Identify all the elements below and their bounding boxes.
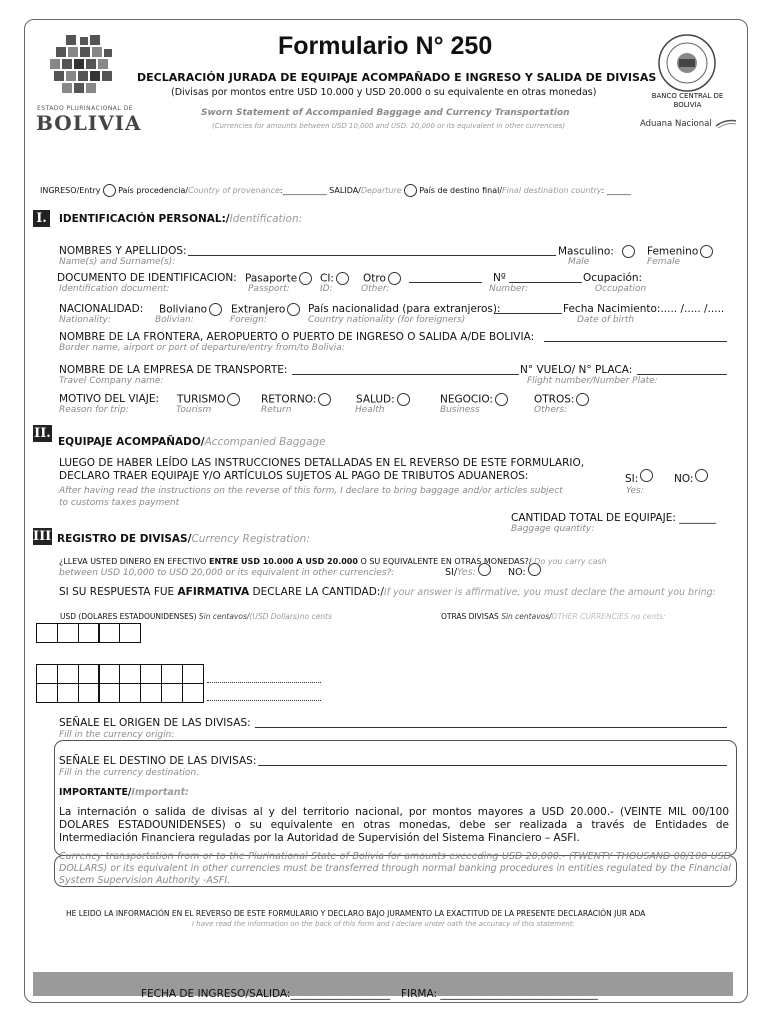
other-doc-radio[interactable] (388, 272, 401, 285)
foreign-option: Extranjero (231, 303, 300, 316)
nationality-label-en: Nationality: (59, 315, 111, 325)
customs-logo-text: Aduana Nacional (640, 119, 712, 129)
border-field[interactable] (544, 341, 727, 342)
baggage-quantity-label[interactable]: CANTIDAD TOTAL DE EQUIPAJE: _______ (511, 512, 716, 524)
male-radio[interactable] (622, 245, 635, 258)
country-origin-label: País procedencia/ (118, 186, 189, 195)
names-label: NOMBRES Y APELLIDOS: (59, 245, 187, 257)
return-option: RETORNO: (261, 393, 331, 406)
customs-swoosh-icon (715, 117, 737, 129)
flight-number-label-en: Flight number/Number Plate: (527, 376, 658, 386)
health-radio[interactable] (397, 393, 410, 406)
form-subtitle-note: (Divisas por montos entre USD 10.000 y USD 20.000 o su equivalente en otras monedas) (171, 87, 597, 98)
doc-number-label-en: Number: (489, 284, 529, 294)
border-label: NOMBRE DE LA FRONTERA, AEROPUERTO O PUERTO DE INGRESO O SALIDA A/DE BOLIVIA: (59, 331, 535, 343)
occupation-label-en: Occupation (595, 284, 647, 294)
tourism-label-en: Tourism (176, 405, 212, 415)
currency-destination-label-en: Fill in the currency destination. (59, 768, 199, 778)
flight-number-label: N° VUELO/ N° PLACA: (520, 364, 633, 376)
baggage-declaration-line2: DECLARO TRAER EQUIPAJE Y/O ARTÍCULOS SUJETOS AL PAGO DE TRIBUTOS ADUANEROS: (59, 470, 529, 482)
names-label-en: Name(s) and Surname(s): (59, 257, 176, 267)
baggage-declaration-line1: LUEGO DE HABER LEÍDO LAS INSTRUCCIONES DETALLADAS EN EL REVERSO DE ESTE FORMULARIO, (59, 457, 585, 469)
passport-radio[interactable] (299, 272, 312, 285)
baggage-yes-label-en: Yes: (626, 486, 644, 496)
section-3-number: III. (33, 529, 56, 544)
other-doc-label-en: Other: (361, 284, 390, 294)
other-currency-name-field-1[interactable] (207, 682, 321, 683)
birth-date-label-en: Date of birth (577, 315, 635, 325)
english-title: Sworn Statement of Accompanied Baggage and Currency Transportation (201, 108, 570, 118)
bolivian-label-en: Bolivian: (155, 315, 194, 325)
foreign-radio[interactable] (287, 303, 300, 316)
male-option: Masculino: (558, 245, 635, 258)
female-radio[interactable] (700, 245, 713, 258)
oath-declaration-en: I have read the information on the back of this form and I declare under oath the accuracy of this statement: (192, 920, 575, 928)
page-title: Formulario N° 250 (278, 32, 493, 60)
passport-option: Pasaporte (245, 272, 312, 285)
cash-question: ¿LLEVA USTED DINERO EN EFECTIVO ENTRE USD 10.000 A USD 20.000 O SU EQUIVALENTE EN OTRAS MONEDAS?/ Do you carry cash (59, 557, 607, 566)
form-subtitle: DECLARACIÓN JURADA DE EQUIPAJE ACOMPAÑADO E INGRESO Y SALIDA DE DIVISAS (137, 71, 657, 84)
male-label-en: Male (568, 257, 590, 267)
cash-yes-option: SI/Yes: (445, 567, 491, 578)
section-2-number: II. (34, 426, 51, 441)
important-text: La internación o salida de divisas al y del territorio nacional, por montos mayores a USD 20.000.- (VEINTE MIL 00/100 DOLARES ESTADOUNIDENSES) o su equivalente en otras monedas, debe ser realizada a través de Entidades de Intermediación Financiera reguladas por la Autoridad de Supervisión del Sistema Financiero – ASFI. (59, 806, 729, 844)
currency-destination-label: SEÑALE EL DESTINO DE LAS DIVISAS: (59, 755, 257, 767)
ci-option: CI: (320, 272, 349, 285)
id-document-label-en: Identification document: (59, 284, 170, 294)
bolivian-option: Boliviano (159, 303, 222, 316)
entry-radio[interactable] (103, 184, 116, 197)
departure-label-en: Departure (360, 186, 402, 195)
cash-no-option: NO: (508, 567, 541, 578)
doc-number-label: Nº (493, 272, 506, 284)
baggage-quantity-label-en: Baggage quantity: (511, 524, 595, 534)
currency-origin-label: SEÑALE EL ORIGEN DE LAS DIVISAS: (59, 717, 251, 729)
female-label-en: Female (647, 257, 681, 267)
return-label-en: Return (261, 405, 292, 415)
business-option: NEGOCIO: (440, 393, 508, 406)
central-bank-seal-icon (657, 33, 717, 93)
destination-label-en: Final destination country (502, 186, 602, 195)
baggage-no-radio[interactable] (695, 469, 708, 482)
ci-radio[interactable] (336, 272, 349, 285)
transport-company-label: NOMBRE DE LA EMPRESA DE TRANSPORTE: (59, 364, 288, 376)
baggage-yes-radio[interactable] (640, 469, 653, 482)
entry-line: INGRESO/Entry País procedencia/Country of provenance:___________ SALIDA/Departure País de destino final/Final destination country: ______ (40, 186, 631, 195)
transport-company-label-en: Travel Company name: (59, 376, 164, 386)
central-bank-label: BANCO CENTRAL DE BOLIVIA (651, 92, 724, 109)
usd-amount-label: USD (DOLARES ESTADOUNIDENSES) Sin centavos/(USD Dollars)no cents (60, 612, 332, 621)
cash-yes-radio[interactable] (478, 563, 491, 576)
english-note: (Currencies for amounts between USD 10,000 and USD. 20,000 or its equivalent in other currencies) (212, 122, 566, 130)
affirmative-amount-label: SI SU RESPUESTA FUE AFIRMATIVA DECLARE LA CANTIDAD:/If your answer is affirmative, you must declare the amount you bring: (59, 586, 716, 598)
section-1-number: I. (33, 210, 50, 227)
names-field[interactable] (188, 255, 556, 256)
currency-origin-label-en: Fill in the currency origin: (59, 730, 175, 740)
other-currency-cells-row1[interactable] (36, 664, 203, 684)
passport-label-en: Passport: (248, 284, 290, 294)
departure-radio[interactable] (404, 184, 417, 197)
baggage-no-option: NO: (674, 473, 708, 485)
bolivia-logo-text: BOLIVIA (36, 111, 142, 135)
baggage-declaration-en-line2: to customs taxes payment (59, 498, 180, 508)
bolivia-emblem-icon (44, 33, 118, 101)
id-document-label: DOCUMENTO DE IDENTIFICACION: (57, 272, 237, 284)
return-radio[interactable] (318, 393, 331, 406)
usd-amount-cells[interactable] (36, 623, 140, 643)
country-origin-label-en: Country of provenance (188, 186, 280, 195)
birth-date-label[interactable]: Fecha Nacimiento:..... /..... /..... (563, 303, 725, 315)
other-doc-option: Otro (363, 272, 401, 285)
others-option: OTROS: (534, 393, 589, 406)
currency-origin-field[interactable] (255, 727, 727, 728)
section-3-title: REGISTRO DE DIVISAS/Currency Registration: (57, 533, 310, 545)
cash-no-radio[interactable] (528, 563, 541, 576)
important-heading: IMPORTANTE/Important: (59, 787, 189, 798)
nationality-label: NACIONALIDAD: (59, 303, 144, 315)
female-option: Femenino (647, 245, 713, 258)
business-label-en: Business (440, 405, 480, 415)
destination-label: País de destino final/ (419, 186, 503, 195)
transport-company-field[interactable] (292, 374, 519, 375)
trip-reason-label: MOTIVO DEL VIAJE: (59, 393, 160, 405)
important-text-en: Currency transportation from or to the Plurinational State of Bolivia for amounts exceeding USD 20,000.- (TWENTY THOUSAND 00/100 USD DOLLARS) or its equivalent in other currencies must be transferred through normal banking procedures in entities regulated by the Financial System Supervision Authority -ASFI. (59, 851, 731, 886)
section-1-title: IDENTIFICACIÓN PERSONAL:/Identification: (59, 213, 303, 225)
entry-exit-date-field[interactable]: FECHA DE INGRESO/SALIDA:___________________ (141, 988, 391, 1000)
baggage-yes-option: SI: (625, 473, 653, 485)
currency-destination-field[interactable] (258, 765, 727, 766)
departure-label: SALIDA/ (329, 186, 361, 195)
oath-declaration: HE LEIDO LA INFORMACIÓN EN EL REVERSO DE ESTE FORMULARIO Y DECLARO BAJO JURAMENTO LA EXACTITUD DE LA PRESENTE DECLARACIÓN JUR ADA (66, 909, 646, 918)
ci-label-en: ID: (320, 284, 333, 294)
tourism-radio[interactable] (227, 393, 240, 406)
flight-number-field[interactable] (637, 374, 727, 375)
signature-field[interactable]: FIRMA: ______________________________ (401, 988, 598, 1000)
other-currency-name-field-2[interactable] (207, 700, 321, 701)
business-radio[interactable] (495, 393, 508, 406)
section-2-title: EQUIPAJE ACOMPAÑADO/Accompanied Baggage (58, 436, 326, 448)
logo-caption: ESTADO PLURINACIONAL DE (37, 105, 134, 112)
foreign-label-en: Foreign: (230, 315, 267, 325)
others-radio[interactable] (576, 393, 589, 406)
doc-number-field[interactable] (509, 282, 582, 283)
cash-question-en: between USD 10,000 to USD 20,000 or its equivalent in other currencies?: (59, 568, 395, 578)
bolivian-radio[interactable] (209, 303, 222, 316)
health-option: SALUD: (356, 393, 410, 406)
country-nationality-field[interactable] (494, 313, 562, 314)
country-nationality-label-en: Country nationality (for foreigners) (308, 315, 466, 325)
country-nationality-label: País nacionalidad (para extranjeros): (308, 303, 501, 315)
border-label-en: Border name, airport or port of departure/entry from/to Bolivia: (59, 343, 345, 353)
other-doc-field[interactable] (409, 282, 482, 283)
occupation-label: Ocupación: (583, 272, 643, 284)
trip-reason-label-en: Reason for trip: (59, 405, 129, 415)
baggage-declaration-en-line1: After having read the instructions on the reverse of this form, I declare to bring baggage and/or articles subject (59, 486, 563, 496)
tourism-option: TURISMO (177, 393, 240, 406)
health-label-en: Health (355, 405, 385, 415)
other-currency-cells-row2[interactable] (36, 683, 203, 703)
others-label-en: Others: (534, 405, 568, 415)
entry-label: INGRESO/Entry (40, 186, 101, 195)
other-currency-label: OTRAS DIVISAS Sin centavos/OTHER CURRENCIES no cents: (441, 612, 666, 621)
